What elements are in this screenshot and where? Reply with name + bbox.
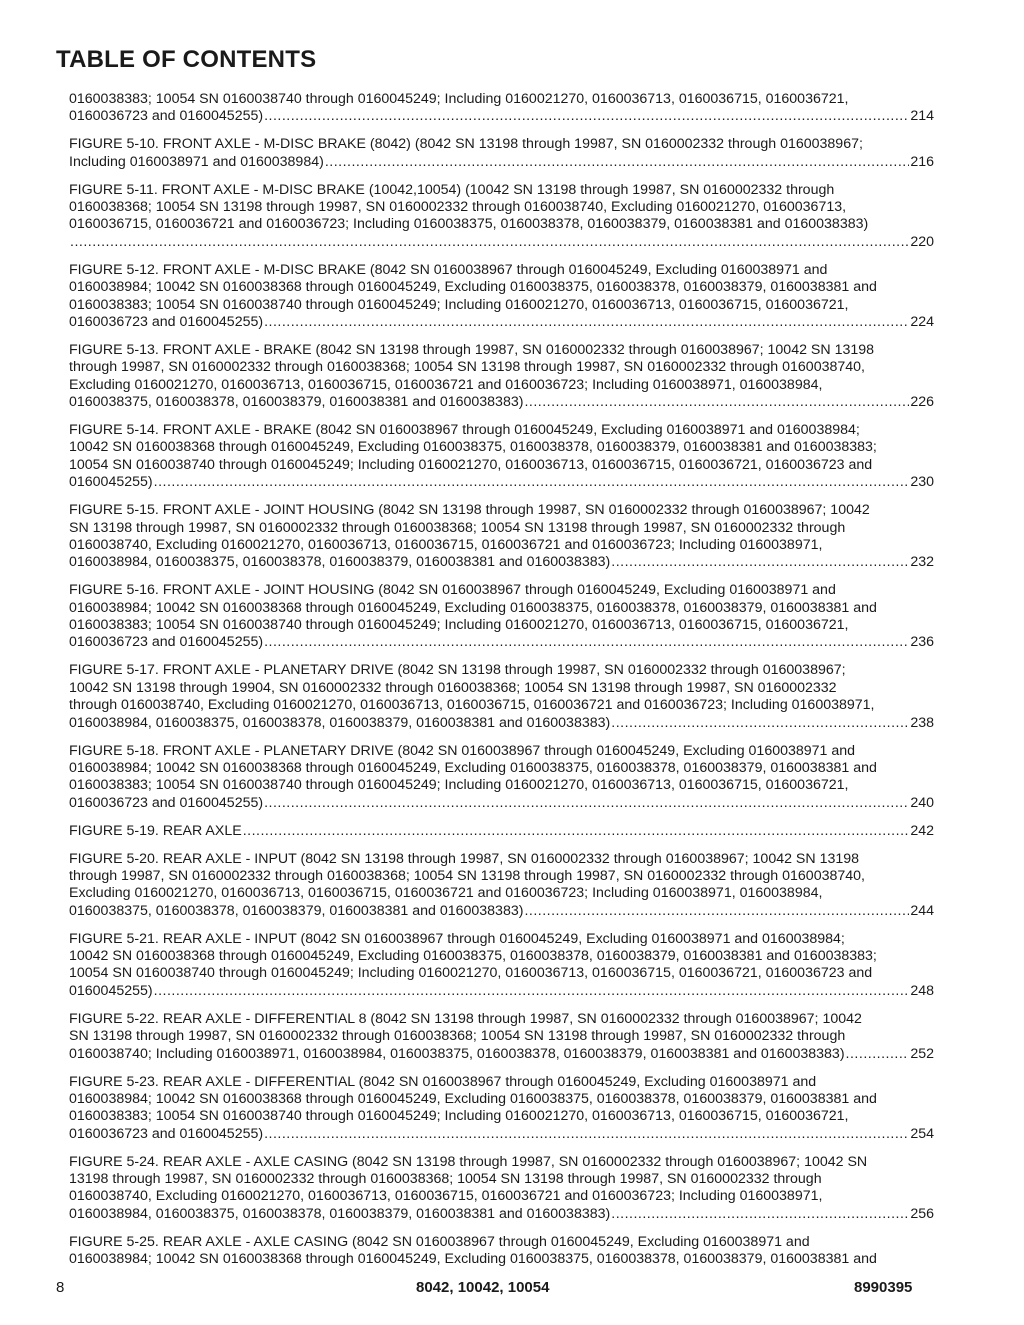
toc-page-number[interactable]: 248 [910, 982, 934, 999]
toc-entry[interactable] [69, 1011, 934, 1063]
toc-entry-leader-line [69, 394, 934, 411]
dot-leader [154, 983, 910, 1000]
toc-entry-line: FIGURE 5-10. FRONT AXLE - M-DISC BRAKE (8042) (8042 SN 13198 through 19987, SN 0160002332 through 0160038967; [69, 136, 863, 153]
toc-page-number[interactable]: 224 [910, 313, 934, 330]
dot-leader [611, 1206, 909, 1223]
dot-leader [264, 108, 909, 125]
toc-entry[interactable] [69, 1234, 934, 1269]
toc-entry-leader-line [69, 823, 934, 840]
toc-entry-line: FIGURE 5-15. FRONT AXLE - JOINT HOUSING (8042 SN 13198 through 19987, SN 0160002332 through 0160038967; 10042 [69, 502, 870, 519]
toc-entry-line: 0160036723 and 0160045255) [69, 634, 264, 651]
dot-leader [70, 234, 909, 251]
toc-entry-line: 0160038368; 10054 SN 13198 through 19987, SN 0160002332 through 0160038740, Excluding 0160021270, 0160036713, [69, 199, 847, 216]
toc-entry-line: FIGURE 5-20. REAR AXLE - INPUT (8042 SN 13198 through 19987, SN 0160002332 through 0160038967; 10042 SN 13198 [69, 850, 860, 867]
toc-entry-line: 0160038984; 10042 SN 0160038368 through 0160045249, Excluding 0160038375, 0160038378, 0160038379, 0160038381 and [69, 599, 877, 616]
toc-entry-line: 0160038383; 10054 SN 0160038740 through 0160045249; Including 0160021270, 0160036713, 0160036715, 0160036721, [69, 296, 849, 313]
dot-leader [264, 795, 909, 812]
toc-page-number[interactable]: 238 [910, 714, 934, 731]
toc-entry-line: FIGURE 5-25. REAR AXLE - AXLE CASING (8042 SN 0160038967 through 0160045249, Excluding 0160038971 and [69, 1233, 810, 1250]
dot-leader [524, 903, 909, 920]
toc-entry-line: 0160038383; 10054 SN 0160038740 through 0160045249; Including 0160021270, 0160036713, 0160036715, 0160036721, [69, 617, 849, 634]
toc-entry-line: Excluding 0160021270, 0160036713, 0160036715, 0160036721 and 0160036723; Including 0160038971, 0160038984, [69, 885, 823, 902]
toc-page-number[interactable]: 240 [910, 794, 934, 811]
toc-entry-leader-line [69, 314, 934, 331]
toc-entry-line: 0160036723 and 0160045255) [69, 313, 264, 330]
toc-page-number[interactable]: 220 [910, 233, 934, 250]
toc-entry-line: through 0160038740, Excluding 0160021270, 0160036713, 0160036715, 0160036721 and 0160036723; Including 0160038971, [69, 697, 875, 714]
toc-entry-line: 0160038740, Excluding 0160021270, 0160036713, 0160036715, 0160036721 and 0160036723; Including 0160038971, [69, 1188, 823, 1205]
toc-entry-leader-line [69, 474, 934, 491]
toc-page-number[interactable]: 236 [910, 634, 934, 651]
toc-entry-line: 0160038984, 0160038375, 0160038378, 0160038379, 0160038381 and 0160038383) [69, 1205, 611, 1222]
toc-entry[interactable] [69, 1154, 934, 1224]
toc-entry-line: 0160038383; 10054 SN 0160038740 through 0160045249; Including 0160021270, 0160036713, 0160036715, 0160036721, [69, 1108, 849, 1125]
toc-page-number[interactable]: 226 [910, 394, 934, 411]
toc-entry-line: 0160038984, 0160038375, 0160038378, 0160038379, 0160038381 and 0160038383) [69, 714, 611, 731]
toc-page-number[interactable]: 214 [910, 108, 934, 125]
toc-entry-line: through 19987, SN 0160002332 through 0160038368; 10054 SN 13198 through 19987, SN 0160002332 through 0160038740, [69, 867, 865, 884]
toc-entry-line: SN 13198 through 19987, SN 0160002332 through 0160038368; 10054 SN 13198 through 19987, SN 0160002332 through [69, 1028, 846, 1045]
toc-page-number[interactable]: 242 [910, 822, 934, 839]
toc-entry-leader-line [69, 715, 934, 732]
toc-entry-line: 0160038984; 10042 SN 0160038368 through 0160045249, Excluding 0160038375, 0160038378, 0160038379, 0160038381 and [69, 1251, 877, 1268]
dot-leader [524, 394, 909, 411]
toc-entry[interactable] [69, 342, 934, 412]
toc-page-number[interactable]: 252 [910, 1045, 934, 1062]
dot-leader [264, 1126, 909, 1143]
toc-entry-line: FIGURE 5-12. FRONT AXLE - M-DISC BRAKE (8042 SN 0160038967 through 0160045249, Excluding 0160038971 and [69, 261, 828, 278]
toc-entry-line: 0160036715, 0160036721 and 0160036723; Including 0160038375, 0160038378, 0160038379, 0160038381 and 0160038383) [69, 216, 869, 233]
toc-entry-line: FIGURE 5-24. REAR AXLE - AXLE CASING (8042 SN 13198 through 19987, SN 0160002332 through 0160038967; 10042 SN [69, 1153, 868, 1170]
toc-entry-line: through 19987, SN 0160002332 through 0160038368; 10054 SN 13198 through 19987, SN 0160002332 through 0160038740, [69, 359, 865, 376]
toc-entry-line: 0160038740, Excluding 0160021270, 0160036713, 0160036715, 0160036721 and 0160036723; Including 0160038971, [69, 536, 823, 553]
toc-entry-line: 0160038984; 10042 SN 0160038368 through 0160045249, Excluding 0160038375, 0160038378, 0160038379, 0160038381 and [69, 759, 877, 776]
toc-entry-leader-line [69, 154, 934, 171]
toc-entry-line: Excluding 0160021270, 0160036713, 0160036715, 0160036721 and 0160036723; Including 0160038971, 0160038984, [69, 376, 823, 393]
toc-entry-line: FIGURE 5-14. FRONT AXLE - BRAKE (8042 SN 0160038967 through 0160045249, Excluding 0160038971 and 0160038984; [69, 422, 860, 438]
toc-entry[interactable] [69, 182, 934, 252]
toc-entry-line: FIGURE 5-16. FRONT AXLE - JOINT HOUSING (8042 SN 0160038967 through 0160045249, Excluding 0160038971 and [69, 582, 836, 599]
toc-entry[interactable] [69, 1074, 934, 1144]
toc-entry-line: 0160038383; 10054 SN 0160038740 through 0160045249; Including 0160021270, 0160036713, 0160036715, 0160036721, [69, 91, 849, 107]
toc-entry[interactable] [69, 136, 934, 171]
toc-entry[interactable] [69, 743, 934, 813]
toc-entry-line: 10054 SN 0160038740 through 0160045249; Including 0160021270, 0160036713, 0160036715, 0160036721, 0160036723 and [69, 965, 873, 982]
toc-entry-line: 0160038984; 10042 SN 0160038368 through 0160045249, Excluding 0160038375, 0160038378, 0160038379, 0160038381 and [69, 279, 877, 296]
toc-entry-line: Including 0160038971 and 0160038984) [69, 153, 324, 170]
toc-entry-leader-line [69, 234, 934, 251]
toc-entry-leader-line [69, 795, 934, 812]
footer-page-number: 8 [56, 1279, 65, 1296]
toc-entry-line: FIGURE 5-13. FRONT AXLE - BRAKE (8042 SN 13198 through 19987, SN 0160002332 through 0160038967; 10042 SN 13198 [69, 341, 875, 358]
toc-entry[interactable] [69, 931, 934, 1001]
toc-entry-line: SN 13198 through 19987, SN 0160002332 through 0160038368; 10054 SN 13198 through 19987, SN 0160002332 through [69, 519, 846, 536]
toc-entry-line: FIGURE 5-11. FRONT AXLE - M-DISC BRAKE (10042,10054) (10042 SN 13198 through 19987, SN 0160002332 through [69, 181, 835, 198]
toc-entry[interactable] [69, 662, 934, 732]
dot-leader [243, 823, 910, 840]
toc-page-number[interactable]: 254 [910, 1125, 934, 1142]
toc-entry-line: FIGURE 5-23. REAR AXLE - DIFFERENTIAL (8042 SN 0160038967 through 0160045249, Excluding 0160038971 and [69, 1073, 817, 1090]
page-title: TABLE OF CONTENTS [56, 46, 317, 73]
dot-leader [154, 474, 910, 491]
dot-leader [846, 1046, 910, 1063]
dot-leader [264, 634, 909, 651]
toc-entry-line: 0160038740; Including 0160038971, 0160038984, 0160038375, 0160038378, 0160038379, 0160038381 and 0160038383) [69, 1045, 845, 1062]
toc-entry-line: 0160045255) [69, 474, 153, 491]
toc-entry-line: 0160045255) [69, 982, 153, 999]
toc-entry-leader-line [69, 983, 934, 1000]
toc-entry-line: 10042 SN 0160038368 through 0160045249, Excluding 0160038375, 0160038378, 0160038379, 0160038381 and 0160038383; [69, 439, 877, 456]
toc-entry-line: 0160036723 and 0160045255) [69, 794, 264, 811]
toc-entry-line: 10042 SN 0160038368 through 0160045249, Excluding 0160038375, 0160038378, 0160038379, 0160038381 and 0160038383; [69, 948, 877, 965]
toc-entry[interactable] [69, 91, 934, 126]
toc-page-number[interactable]: 256 [910, 1205, 934, 1222]
toc-entry-line: 0160038984, 0160038375, 0160038378, 0160038379, 0160038381 and 0160038383) [69, 554, 611, 571]
dot-leader [611, 715, 909, 732]
toc-entry-line: 0160038383; 10054 SN 0160038740 through 0160045249; Including 0160021270, 0160036713, 0160036715, 0160036721, [69, 777, 849, 794]
toc-entry[interactable] [69, 823, 934, 840]
toc-entry-leader-line [69, 634, 934, 651]
toc-entry-line: 0160036723 and 0160045255) [69, 108, 264, 125]
toc-entry[interactable] [69, 582, 934, 652]
toc-entry-line: FIGURE 5-22. REAR AXLE - DIFFERENTIAL 8 (8042 SN 13198 through 19987, SN 0160002332 through 0160038967; 10042 [69, 1010, 862, 1027]
toc-entry-line: 10054 SN 0160038740 through 0160045249; Including 0160021270, 0160036713, 0160036715, 0160036721, 0160036723 and [69, 456, 873, 473]
toc-entry-line: FIGURE 5-21. REAR AXLE - INPUT (8042 SN 0160038967 through 0160045249, Excluding 0160038971 and 0160038984; [69, 930, 845, 947]
toc-entry-line: 13198 through 19987, SN 0160002332 through 0160038368; 10054 SN 13198 through 19987, SN 0160002332 through [69, 1171, 822, 1188]
toc-entry-line: FIGURE 5-19. REAR AXLE [69, 822, 242, 839]
toc-page-number[interactable]: 216 [910, 153, 934, 170]
dot-leader [611, 554, 909, 571]
dot-leader [325, 154, 910, 171]
toc-entry-line: 0160038984; 10042 SN 0160038368 through 0160045249, Excluding 0160038375, 0160038378, 0160038379, 0160038381 and [69, 1090, 877, 1107]
toc-entry[interactable] [69, 851, 934, 921]
toc-entry[interactable] [69, 422, 934, 492]
footer-doc-number: 8990395 [854, 1279, 913, 1296]
toc-entry-leader-line [69, 1206, 934, 1223]
toc-entry-line: FIGURE 5-18. FRONT AXLE - PLANETARY DRIVE (8042 SN 0160038967 through 0160045249, Excluding 0160038971 and [69, 742, 856, 759]
footer-models: 8042, 10042, 10054 [416, 1279, 550, 1296]
toc-page-number[interactable]: 230 [910, 474, 934, 491]
toc-entry-line: 10042 SN 13198 through 19904, SN 0160002332 through 0160038368; 10054 SN 13198 through 19987, SN 0160002332 [69, 679, 837, 696]
toc-entry[interactable] [69, 502, 934, 572]
toc-page-number[interactable]: 232 [910, 554, 934, 571]
toc-entry-leader-line [69, 1126, 934, 1143]
toc-entry-line: 0160036723 and 0160045255) [69, 1125, 264, 1142]
toc-entry-line: 0160038375, 0160038378, 0160038379, 0160038381 and 0160038383) [69, 394, 524, 411]
toc-entry-leader-line [69, 1046, 934, 1063]
toc-entry-leader-line [69, 554, 934, 571]
toc-entry-line: FIGURE 5-17. FRONT AXLE - PLANETARY DRIVE (8042 SN 13198 through 19987, SN 0160002332 through 0160038967; [69, 662, 846, 679]
dot-leader [264, 314, 909, 331]
toc-page-number[interactable]: 244 [910, 902, 934, 919]
toc-entry-leader-line [69, 903, 934, 920]
toc-list [69, 91, 934, 1279]
toc-entry[interactable] [69, 262, 934, 332]
toc-entry-leader-line [69, 108, 934, 125]
toc-entry-line: 0160038375, 0160038378, 0160038379, 0160038381 and 0160038383) [69, 902, 524, 919]
